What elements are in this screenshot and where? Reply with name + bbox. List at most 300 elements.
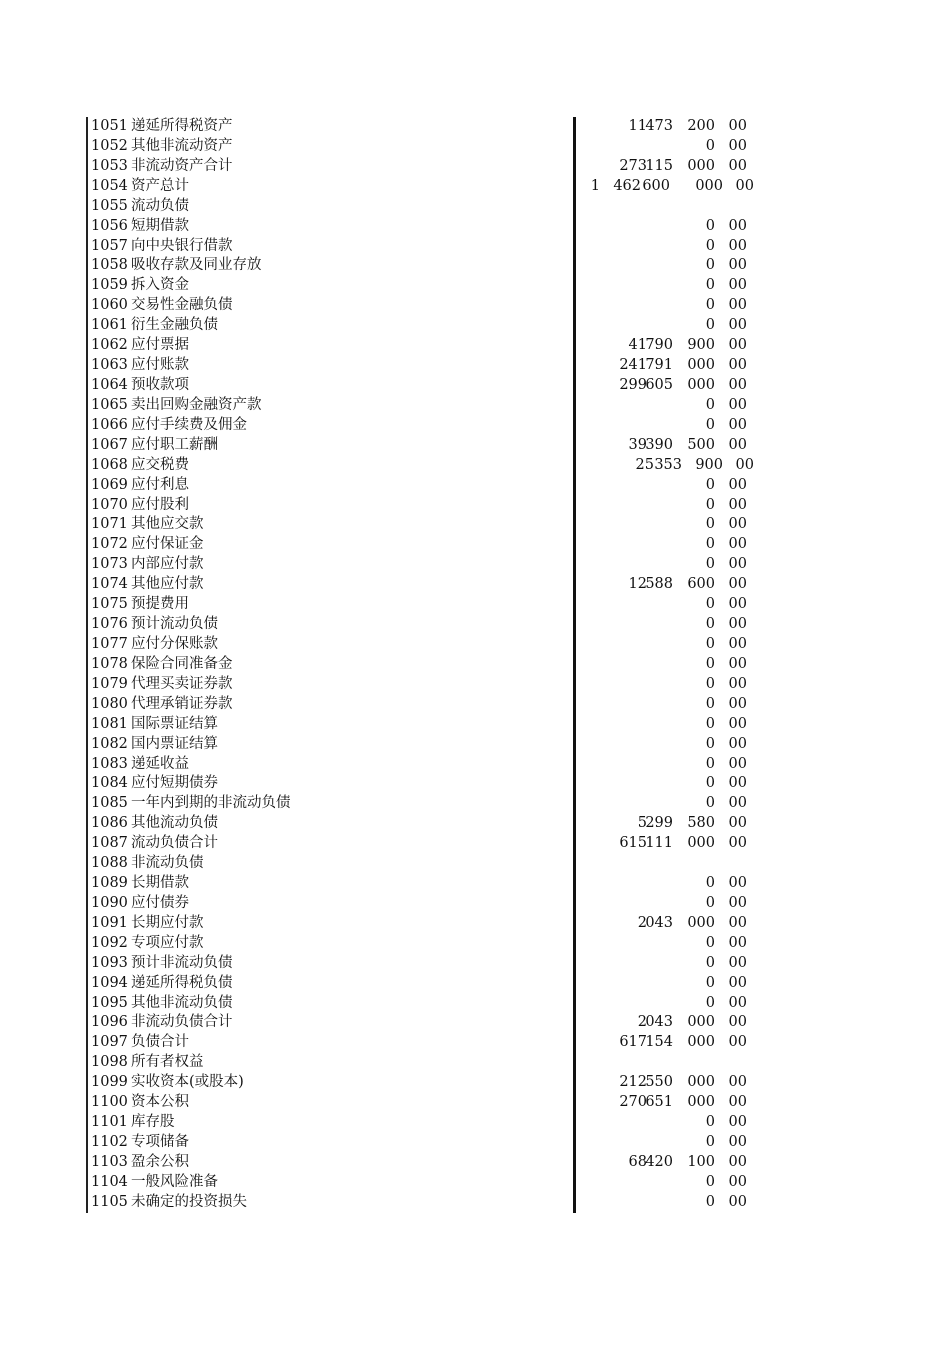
amount-group: 00 <box>728 416 747 433</box>
row-code: 1063 <box>91 357 128 374</box>
row-label: 其他应交款 <box>131 516 204 533</box>
row-code: 1070 <box>91 496 128 513</box>
row-code: 1062 <box>91 337 128 354</box>
amount-group: 0 <box>705 775 715 792</box>
row-code: 1068 <box>91 456 128 473</box>
amount-group: 00 <box>728 1094 747 1111</box>
row-code: 1097 <box>91 1034 128 1051</box>
row-code: 1071 <box>91 516 128 533</box>
amount-group: 600 <box>642 177 670 194</box>
row-code: 1074 <box>91 576 128 593</box>
amount-group: 0 <box>705 137 715 154</box>
row-label: 拆入资金 <box>131 277 189 294</box>
amount-group: 0 <box>705 974 715 991</box>
table-row <box>86 296 766 316</box>
row-label: 所有者权益 <box>131 1054 204 1071</box>
table-row <box>86 1153 766 1173</box>
row-label: 保险合同准备金 <box>131 655 233 672</box>
row-code: 1065 <box>91 396 128 413</box>
row-label: 专项储备 <box>131 1134 189 1151</box>
row-code: 1102 <box>91 1134 128 1151</box>
amount-group: 00 <box>728 616 747 633</box>
row-label: 应付账款 <box>131 357 189 374</box>
amount-group: 0 <box>705 556 715 573</box>
row-label: 预收款项 <box>131 376 189 393</box>
amount-group: 11 <box>628 118 647 134</box>
amount-group: 00 <box>728 1134 747 1151</box>
table-row <box>86 974 766 994</box>
amount-group: 0 <box>705 954 715 971</box>
table-row <box>86 1093 766 1113</box>
amount-group: 00 <box>728 436 747 453</box>
row-label: 代理承销证券款 <box>131 695 233 712</box>
row-code: 1099 <box>91 1074 128 1091</box>
amount-group: 900 <box>695 456 723 473</box>
row-code: 1088 <box>91 855 128 872</box>
row-code: 1103 <box>91 1153 128 1170</box>
amount-group: 0 <box>705 536 715 553</box>
row-code: 1095 <box>91 994 128 1011</box>
row-code: 1090 <box>91 894 128 911</box>
amount-group: 550 <box>645 1074 673 1091</box>
amount-group: 462 <box>613 177 641 194</box>
row-code: 1094 <box>91 974 128 991</box>
amount-group: 00 <box>728 875 747 892</box>
table-row <box>86 276 766 296</box>
row-code: 1060 <box>91 297 128 314</box>
row-code: 1076 <box>91 616 128 633</box>
amount-group: 5 <box>637 815 647 832</box>
row-code: 1078 <box>91 655 128 672</box>
amount-group: 500 <box>687 436 715 453</box>
table-row <box>86 715 766 735</box>
amount-group: 299 <box>619 376 647 393</box>
amount-group: 00 <box>728 795 747 812</box>
amount-group: 299 <box>645 815 673 832</box>
row-label: 应付股利 <box>131 496 189 513</box>
row-code: 1055 <box>91 197 128 214</box>
table-row <box>86 595 766 615</box>
amount-group: 00 <box>735 177 754 194</box>
row-code: 1051 <box>91 118 128 134</box>
table-row <box>86 615 766 635</box>
amount-group: 0 <box>705 496 715 513</box>
amount-group: 2 <box>637 914 647 931</box>
row-label: 应付债券 <box>131 894 189 911</box>
table-row <box>86 794 766 814</box>
amount-group: 000 <box>687 835 715 852</box>
amount-group: 0 <box>705 795 715 812</box>
amount-group: 0 <box>705 1134 715 1151</box>
row-code: 1052 <box>91 137 128 154</box>
amount-group: 00 <box>728 954 747 971</box>
table-row <box>86 675 766 695</box>
amount-group: 00 <box>728 476 747 493</box>
row-label: 盈余公积 <box>131 1153 189 1170</box>
table-row <box>86 256 766 276</box>
balance-sheet-table <box>86 117 766 1213</box>
amount-group: 00 <box>728 357 747 374</box>
row-code: 1081 <box>91 715 128 732</box>
row-code: 1100 <box>91 1094 128 1111</box>
amount-group: 00 <box>728 1014 747 1031</box>
amount-group: 273 <box>619 157 647 174</box>
amount-group: 00 <box>728 297 747 314</box>
row-code: 1077 <box>91 635 128 652</box>
amount-group: 00 <box>728 1114 747 1131</box>
amount-group: 0 <box>705 257 715 274</box>
row-label: 负债合计 <box>131 1034 189 1051</box>
row-label: 预提费用 <box>131 596 189 613</box>
row-label: 非流动负债合计 <box>131 1014 233 1031</box>
row-label: 资产总计 <box>131 177 189 194</box>
row-label: 短期借款 <box>131 217 189 234</box>
row-code: 1091 <box>91 914 128 931</box>
row-label: 应付手续费及佣金 <box>131 416 247 433</box>
amount-group: 043 <box>645 1014 673 1031</box>
table-row <box>86 515 766 535</box>
amount-group: 000 <box>687 914 715 931</box>
table-row <box>86 1013 766 1033</box>
row-code: 1066 <box>91 416 128 433</box>
table-row <box>86 157 766 177</box>
amount-group: 2 <box>637 1014 647 1031</box>
amount-group: 0 <box>705 277 715 294</box>
row-label: 递延所得税资产 <box>131 118 233 134</box>
amount-group: 0 <box>705 755 715 772</box>
amount-group: 0 <box>705 635 715 652</box>
amount-group: 390 <box>645 436 673 453</box>
amount-group: 0 <box>705 596 715 613</box>
row-label: 应付票据 <box>131 337 189 354</box>
table-row <box>86 376 766 396</box>
amount-group: 0 <box>705 934 715 951</box>
table-row <box>86 217 766 237</box>
amount-group: 00 <box>728 576 747 593</box>
amount-group: 00 <box>728 217 747 234</box>
amount-group: 0 <box>705 237 715 254</box>
row-label: 其他流动负债 <box>131 815 218 832</box>
table-row <box>86 1193 766 1213</box>
amount-group: 0 <box>705 735 715 752</box>
amount-group: 0 <box>705 655 715 672</box>
table-row <box>86 1133 766 1153</box>
row-code: 1061 <box>91 317 128 334</box>
row-label: 预计非流动负债 <box>131 954 233 971</box>
row-label: 非流动负债 <box>131 855 204 872</box>
amount-group: 00 <box>728 775 747 792</box>
table-row <box>86 416 766 436</box>
amount-group: 900 <box>687 337 715 354</box>
row-code: 1092 <box>91 934 128 951</box>
table-row <box>86 635 766 655</box>
row-label: 其他非流动资产 <box>131 137 233 154</box>
row-label: 向中央银行借款 <box>131 237 233 254</box>
amount-group: 1 <box>590 177 600 194</box>
table-row <box>86 1073 766 1093</box>
amount-group: 353 <box>654 456 682 473</box>
row-label: 预计流动负债 <box>131 616 218 633</box>
amount-group: 00 <box>728 118 747 134</box>
row-label: 交易性金融负债 <box>131 297 233 314</box>
row-code: 1073 <box>91 556 128 573</box>
amount-group: 00 <box>728 317 747 334</box>
amount-group: 0 <box>705 875 715 892</box>
table-row <box>86 874 766 894</box>
amount-group: 212 <box>619 1074 647 1091</box>
table-row <box>86 535 766 555</box>
table-row <box>86 735 766 755</box>
table-row <box>86 137 766 157</box>
amount-group: 0 <box>705 317 715 334</box>
row-label: 其他非流动负债 <box>131 994 233 1011</box>
row-code: 1089 <box>91 875 128 892</box>
amount-group: 270 <box>619 1094 647 1111</box>
row-label: 流动负债合计 <box>131 835 218 852</box>
amount-group: 00 <box>728 695 747 712</box>
table-row <box>86 695 766 715</box>
amount-group: 473 <box>645 118 673 134</box>
amount-group: 000 <box>687 1034 715 1051</box>
amount-group: 00 <box>728 994 747 1011</box>
row-code: 1093 <box>91 954 128 971</box>
amount-group: 00 <box>728 137 747 154</box>
row-label: 库存股 <box>131 1114 175 1131</box>
table-row <box>86 117 766 137</box>
table-row <box>86 396 766 416</box>
amount-group: 0 <box>705 894 715 911</box>
amount-group: 00 <box>728 635 747 652</box>
row-label: 应交税费 <box>131 456 189 473</box>
amount-group: 0 <box>705 994 715 1011</box>
amount-group: 00 <box>728 337 747 354</box>
row-code: 1069 <box>91 476 128 493</box>
amount-group: 115 <box>645 157 673 174</box>
table-row <box>86 914 766 934</box>
row-label: 应付保证金 <box>131 536 204 553</box>
row-label: 卖出回购金融资产款 <box>131 396 262 413</box>
row-code: 1057 <box>91 237 128 254</box>
amount-group: 00 <box>728 1074 747 1091</box>
row-label: 未确定的投资损失 <box>131 1193 247 1210</box>
amount-group: 0 <box>705 1114 715 1131</box>
row-code: 1054 <box>91 177 128 194</box>
table-row <box>86 994 766 1014</box>
amount-group: 0 <box>705 1173 715 1190</box>
amount-group: 0 <box>705 476 715 493</box>
amount-group: 0 <box>705 695 715 712</box>
table-row <box>86 476 766 496</box>
amount-group: 00 <box>728 655 747 672</box>
amount-group: 00 <box>728 1173 747 1190</box>
amount-group: 00 <box>728 735 747 752</box>
row-code: 1083 <box>91 755 128 772</box>
row-label: 应付短期债券 <box>131 775 218 792</box>
row-code: 1098 <box>91 1054 128 1071</box>
table-row <box>86 1173 766 1193</box>
row-label: 衍生金融负债 <box>131 317 218 334</box>
row-label: 代理买卖证券款 <box>131 675 233 692</box>
amount-group: 00 <box>728 157 747 174</box>
amount-group: 00 <box>728 516 747 533</box>
table-row <box>86 954 766 974</box>
amount-group: 00 <box>728 1193 747 1210</box>
amount-group: 111 <box>645 835 673 852</box>
row-code: 1053 <box>91 157 128 174</box>
amount-group: 651 <box>645 1094 673 1111</box>
row-label: 流动负债 <box>131 197 189 214</box>
amount-group: 154 <box>645 1034 673 1051</box>
amount-group: 00 <box>728 496 747 513</box>
row-code: 1086 <box>91 815 128 832</box>
amount-group: 100 <box>687 1153 715 1170</box>
amount-group: 0 <box>705 396 715 413</box>
table-row <box>86 436 766 456</box>
amount-group: 791 <box>645 357 673 374</box>
amount-group: 0 <box>705 715 715 732</box>
row-label: 其他应付款 <box>131 576 204 593</box>
amount-group: 00 <box>728 914 747 931</box>
row-code: 1082 <box>91 735 128 752</box>
row-label: 国际票证结算 <box>131 715 218 732</box>
row-code: 1072 <box>91 536 128 553</box>
table-row <box>86 894 766 914</box>
table-row <box>86 1113 766 1133</box>
amount-group: 420 <box>645 1153 673 1170</box>
row-label: 吸收存款及同业存放 <box>131 257 262 274</box>
table-row <box>86 934 766 954</box>
row-code: 1105 <box>91 1193 128 1210</box>
amount-group: 00 <box>728 715 747 732</box>
amount-group: 68 <box>628 1153 647 1170</box>
row-label: 应付职工薪酬 <box>131 436 218 453</box>
row-label: 内部应付款 <box>131 556 204 573</box>
amount-group: 00 <box>735 456 754 473</box>
amount-group: 0 <box>705 516 715 533</box>
row-code: 1079 <box>91 675 128 692</box>
amount-group: 600 <box>687 576 715 593</box>
table-row <box>86 555 766 575</box>
row-label: 实收资本(或股本) <box>131 1074 244 1091</box>
amount-group: 00 <box>728 815 747 832</box>
amount-group: 000 <box>687 157 715 174</box>
table-row <box>86 755 766 775</box>
row-label: 应付利息 <box>131 476 189 493</box>
amount-group: 00 <box>728 237 747 254</box>
amount-group: 000 <box>687 357 715 374</box>
row-code: 1087 <box>91 835 128 852</box>
amount-group: 25 <box>635 456 654 473</box>
row-label: 非流动资产合计 <box>131 157 233 174</box>
table-row <box>86 356 766 376</box>
amount-group: 605 <box>645 376 673 393</box>
table-row <box>86 774 766 794</box>
table-row <box>86 655 766 675</box>
table-row <box>86 834 766 854</box>
amount-group: 000 <box>695 177 723 194</box>
amount-group: 12 <box>628 576 647 593</box>
row-label: 应付分保账款 <box>131 635 218 652</box>
row-label: 一年内到期的非流动负债 <box>131 795 291 812</box>
amount-group: 000 <box>687 1014 715 1031</box>
row-label: 专项应付款 <box>131 934 204 951</box>
amount-group: 000 <box>687 1094 715 1111</box>
amount-group: 00 <box>728 934 747 951</box>
amount-group: 0 <box>705 217 715 234</box>
row-code: 1084 <box>91 775 128 792</box>
amount-group: 00 <box>728 596 747 613</box>
amount-group: 00 <box>728 835 747 852</box>
row-code: 1096 <box>91 1014 128 1031</box>
amount-group: 00 <box>728 894 747 911</box>
amount-group: 615 <box>619 835 647 852</box>
amount-group: 00 <box>728 675 747 692</box>
amount-group: 580 <box>687 815 715 832</box>
amount-group: 00 <box>728 396 747 413</box>
amount-group: 0 <box>705 297 715 314</box>
table-row <box>86 814 766 834</box>
table-row <box>86 1033 766 1053</box>
row-code: 1056 <box>91 217 128 234</box>
table-row <box>86 336 766 356</box>
amount-group: 000 <box>687 376 715 393</box>
row-label: 长期应付款 <box>131 914 204 931</box>
row-code: 1104 <box>91 1173 128 1190</box>
row-code: 1067 <box>91 436 128 453</box>
amount-group: 790 <box>645 337 673 354</box>
table-row <box>86 854 766 874</box>
amount-group: 00 <box>728 1034 747 1051</box>
amount-group: 00 <box>728 755 747 772</box>
row-label: 递延所得税负债 <box>131 974 233 991</box>
amount-group: 617 <box>619 1034 647 1051</box>
table-row <box>86 456 766 476</box>
table-row <box>86 496 766 516</box>
row-label: 递延收益 <box>131 755 189 772</box>
amount-group: 39 <box>628 436 647 453</box>
row-code: 1075 <box>91 596 128 613</box>
row-label: 国内票证结算 <box>131 735 218 752</box>
amount-group: 0 <box>705 616 715 633</box>
amount-group: 200 <box>687 118 715 134</box>
row-code: 1101 <box>91 1114 128 1131</box>
row-code: 1080 <box>91 695 128 712</box>
table-row <box>86 197 766 217</box>
table-row <box>86 177 766 197</box>
row-code: 1085 <box>91 795 128 812</box>
row-code: 1059 <box>91 277 128 294</box>
amount-group: 0 <box>705 1193 715 1210</box>
amount-group: 00 <box>728 1153 747 1170</box>
amount-group: 00 <box>728 536 747 553</box>
amount-group: 00 <box>728 376 747 393</box>
amount-group: 0 <box>705 416 715 433</box>
amount-group: 241 <box>619 357 647 374</box>
table-row <box>86 1053 766 1073</box>
amount-group: 00 <box>728 257 747 274</box>
amount-group: 00 <box>728 974 747 991</box>
table-row <box>86 237 766 257</box>
row-code: 1058 <box>91 257 128 274</box>
amount-group: 00 <box>728 556 747 573</box>
amount-group: 41 <box>628 337 647 354</box>
amount-group: 000 <box>687 1074 715 1091</box>
row-code: 1064 <box>91 376 128 393</box>
amount-group: 00 <box>728 277 747 294</box>
amount-group: 0 <box>705 675 715 692</box>
row-label: 长期借款 <box>131 875 189 892</box>
row-label: 一般风险准备 <box>131 1173 218 1190</box>
